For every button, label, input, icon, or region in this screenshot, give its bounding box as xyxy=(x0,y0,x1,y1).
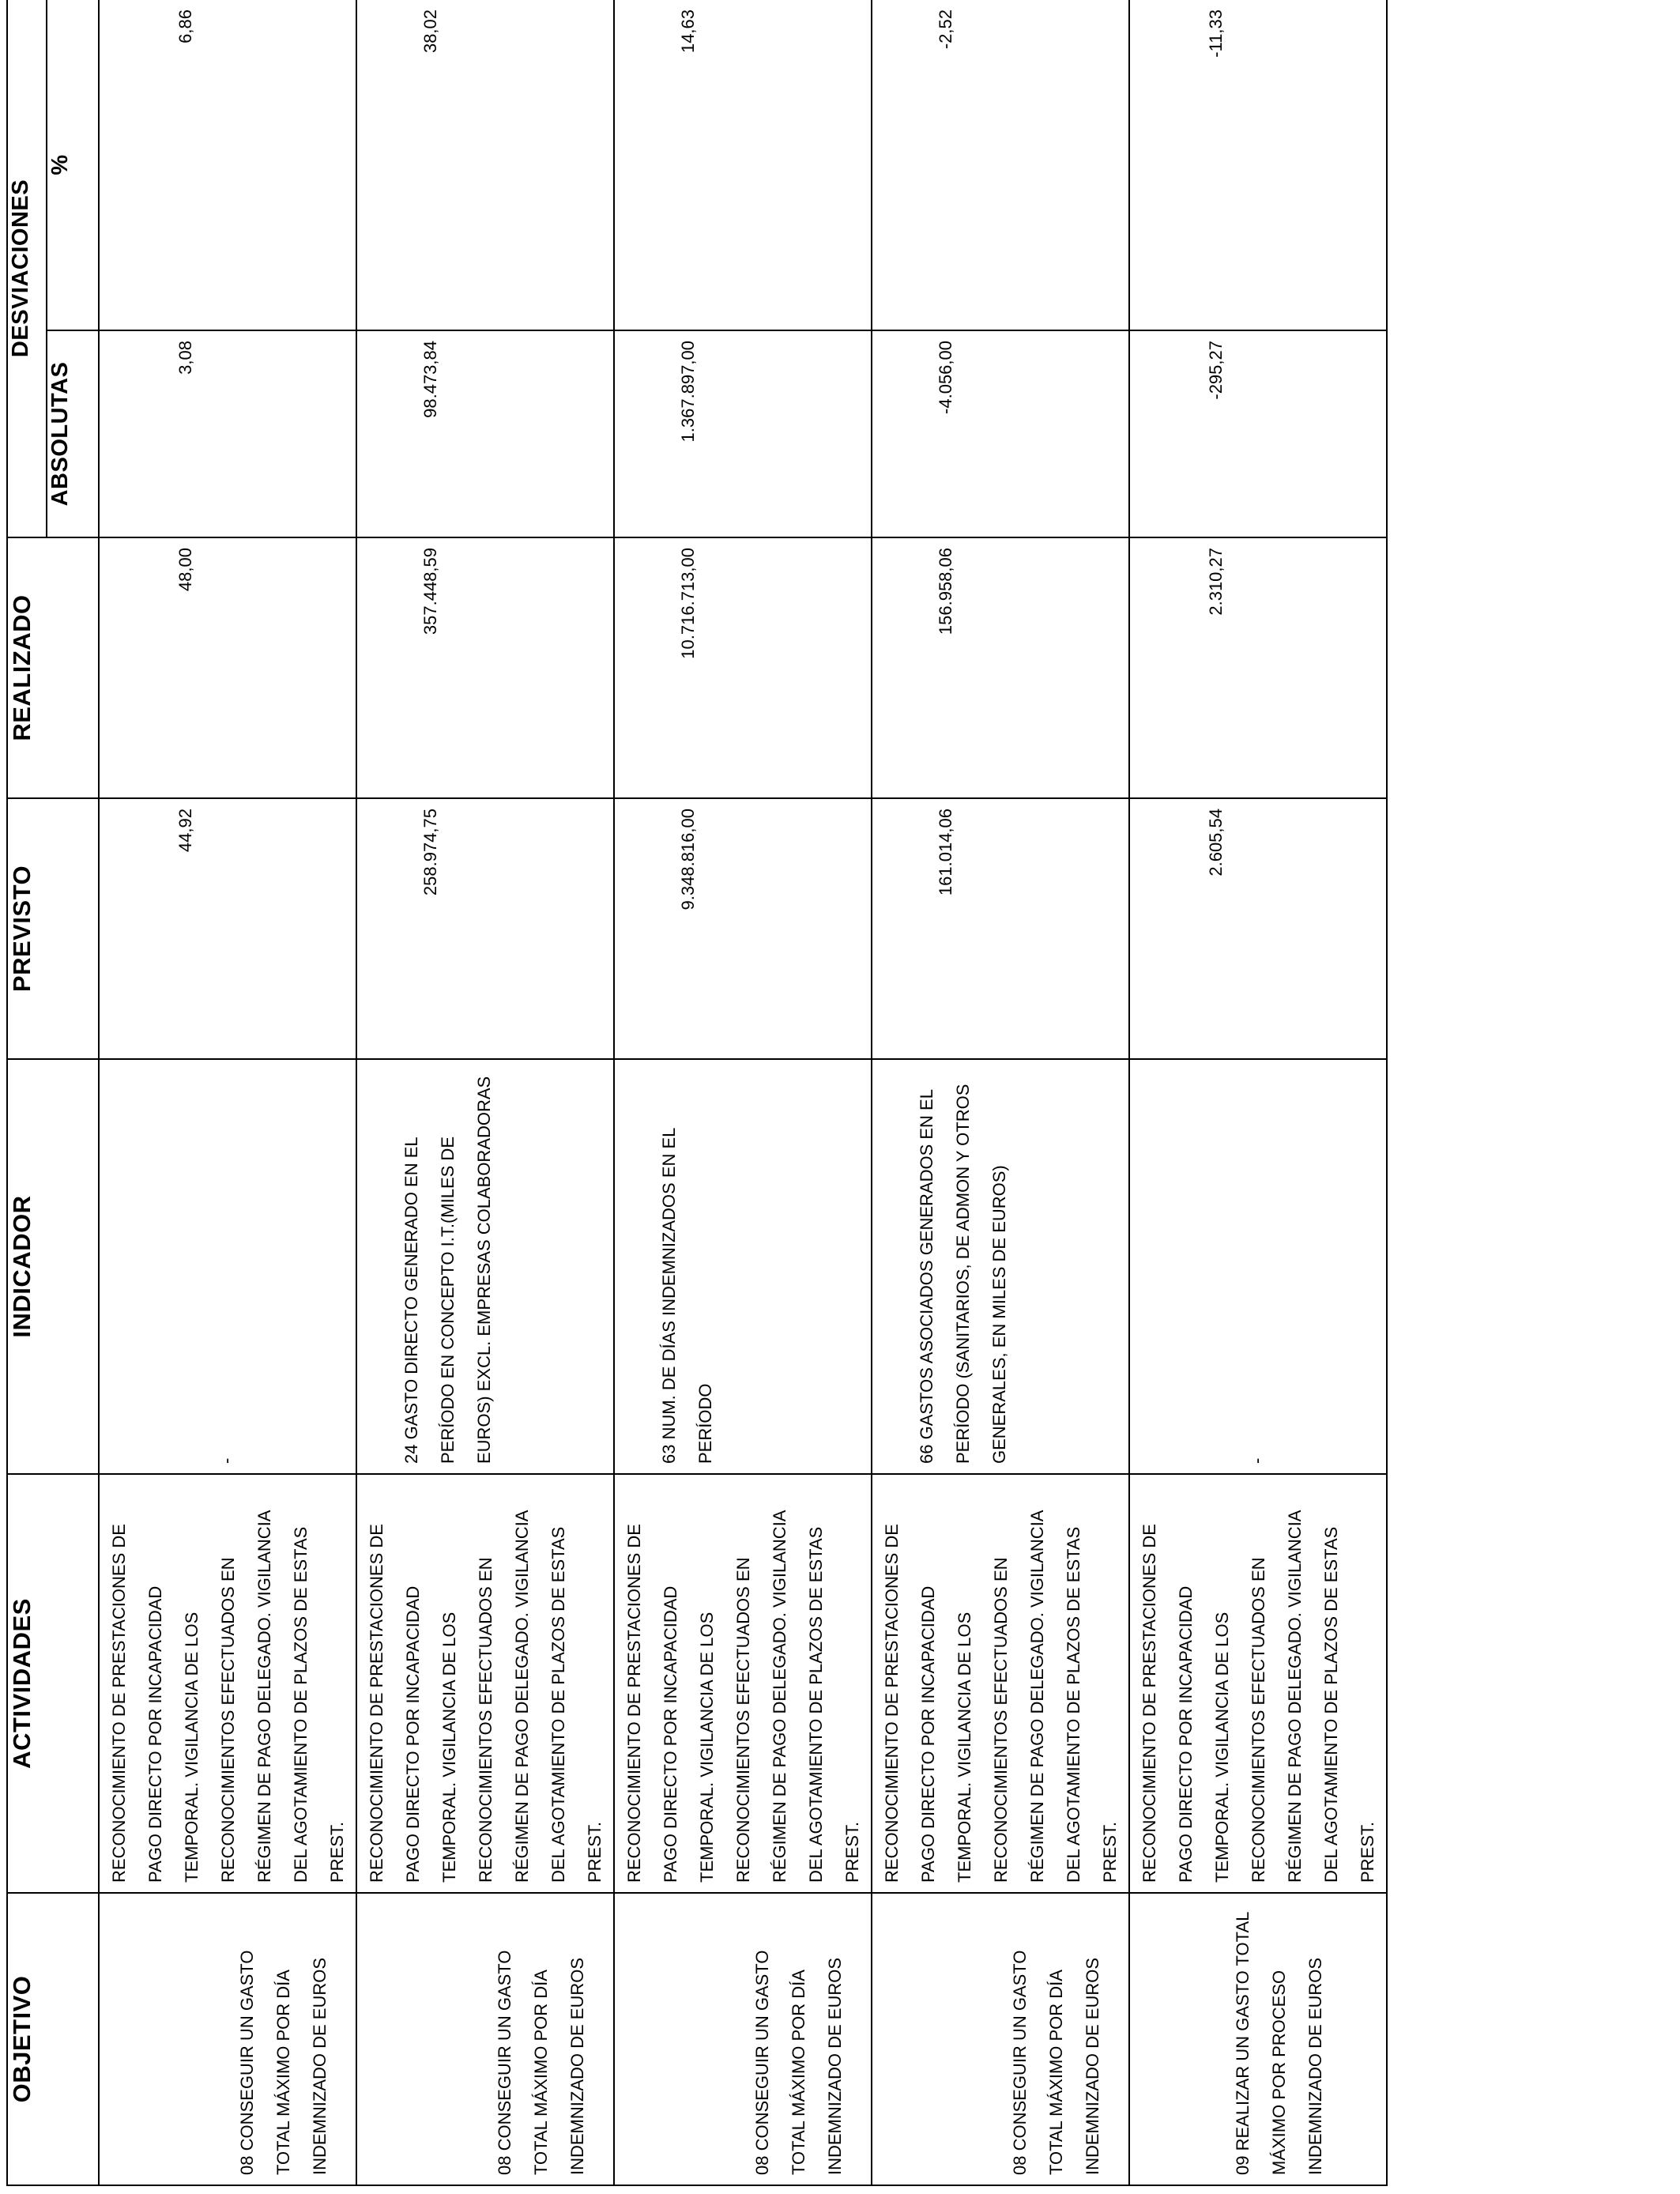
table-row xyxy=(99,0,356,2185)
cell-realizado: 357.448,59 xyxy=(356,537,614,798)
header-desviaciones: DESVIACIONES xyxy=(7,0,47,537)
cell-objetivo: 08 CONSEGUIR UN GASTO TOTAL MÁXIMO POR DÍA INDEMNIZADO DE EUROS xyxy=(356,1893,614,2185)
cell-indicador: 24 GASTO DIRECTO GENERADO EN EL PERÍODO EN CONCEPTO I.T.(MILES DE EUROS) EXCL. EMPRESAS COLABORADORAS xyxy=(356,1059,614,1474)
table-row xyxy=(1129,0,1387,2185)
cell-previsto: 44,92 xyxy=(99,798,356,1059)
header-absolutas: ABSOLUTAS xyxy=(47,330,99,537)
cell-actividades: RECONOCIMIENTO DE PRESTACIONES DE PAGO DIRECTO POR INCAPACIDAD TEMPORAL. VIGILANCIA DE LOS RECONOCIMIENTOS EFECTUADOS EN RÉGIMEN DE PAGO DELEGADO. VIGILANCIA DEL AGOTAMIENTO DE PLAZOS DE ESTAS PREST. xyxy=(356,1474,614,1893)
header-indicador: INDICADOR xyxy=(7,1059,99,1474)
table-row xyxy=(614,0,872,2185)
cell-realizado: 10.716.713,00 xyxy=(614,537,872,798)
cell-objetivo: 08 CONSEGUIR UN GASTO TOTAL MÁXIMO POR DÍA INDEMNIZADO DE EUROS xyxy=(614,1893,872,2185)
header-actividades: ACTIVIDADES xyxy=(7,1474,99,1893)
cell-absolutas: -295,27 xyxy=(1129,330,1387,537)
cell-realizado: 156.958,06 xyxy=(872,537,1129,798)
cell-porcentaje: 14,63 xyxy=(614,0,872,330)
cell-objetivo: 08 CONSEGUIR UN GASTO TOTAL MÁXIMO POR DÍA INDEMNIZADO DE EUROS xyxy=(99,1893,356,2185)
cell-previsto: 258.974,75 xyxy=(356,798,614,1059)
cell-actividades: RECONOCIMIENTO DE PRESTACIONES DE PAGO DIRECTO POR INCAPACIDAD TEMPORAL. VIGILANCIA DE LOS RECONOCIMIENTOS EFECTUADOS EN RÉGIMEN DE PAGO DELEGADO. VIGILANCIA DEL AGOTAMIENTO DE PLAZOS DE ESTAS PREST. xyxy=(872,1474,1129,1893)
cell-porcentaje: 6,86 xyxy=(99,0,356,330)
cell-indicador: 63 NUM. DE DÍAS INDEMNIZADOS EN EL PERÍODO xyxy=(614,1059,872,1474)
cell-indicador: - xyxy=(99,1059,356,1474)
cell-realizado: 2.310,27 xyxy=(1129,537,1387,798)
report-sheet xyxy=(6,0,1377,2186)
cell-absolutas: 3,08 xyxy=(99,330,356,537)
cell-previsto: 161.014,06 xyxy=(872,798,1129,1059)
cell-absolutas: -4.056,00 xyxy=(872,330,1129,537)
header-porcentaje: % xyxy=(47,0,99,330)
header-realizado: REALIZADO xyxy=(7,537,99,798)
table-row xyxy=(872,0,1129,2185)
header-objetivo: OBJETIVO xyxy=(7,1893,99,2185)
cell-actividades: RECONOCIMIENTO DE PRESTACIONES DE PAGO DIRECTO POR INCAPACIDAD TEMPORAL. VIGILANCIA DE LOS RECONOCIMIENTOS EFECTUADOS EN RÉGIMEN DE PAGO DELEGADO. VIGILANCIA DEL AGOTAMIENTO DE PLAZOS DE ESTAS PREST. xyxy=(99,1474,356,1893)
cell-previsto: 9.348.816,00 xyxy=(614,798,872,1059)
cell-actividades: RECONOCIMIENTO DE PRESTACIONES DE PAGO DIRECTO POR INCAPACIDAD TEMPORAL. VIGILANCIA DE LOS RECONOCIMIENTOS EFECTUADOS EN RÉGIMEN DE PAGO DELEGADO. VIGILANCIA DEL AGOTAMIENTO DE PLAZOS DE ESTAS PREST. xyxy=(1129,1474,1387,1893)
report-table xyxy=(6,0,1388,2186)
cell-absolutas: 1.367.897,00 xyxy=(614,330,872,537)
cell-previsto: 2.605,54 xyxy=(1129,798,1387,1059)
cell-indicador: 66 GASTOS ASOCIADOS GENERADOS EN EL PERÍODO (SANITARIOS, DE ADMON Y OTROS GENERALES, EN MILES DE EUROS) xyxy=(872,1059,1129,1474)
table-row xyxy=(356,0,614,2185)
cell-porcentaje: 38,02 xyxy=(356,0,614,330)
cell-actividades: RECONOCIMIENTO DE PRESTACIONES DE PAGO DIRECTO POR INCAPACIDAD TEMPORAL. VIGILANCIA DE LOS RECONOCIMIENTOS EFECTUADOS EN RÉGIMEN DE PAGO DELEGADO. VIGILANCIA DEL AGOTAMIENTO DE PLAZOS DE ESTAS PREST. xyxy=(614,1474,872,1893)
header-previsto: PREVISTO xyxy=(7,798,99,1059)
cell-porcentaje: -2,52 xyxy=(872,0,1129,330)
cell-porcentaje: -11,33 xyxy=(1129,0,1387,330)
cell-absolutas: 98.473,84 xyxy=(356,330,614,537)
cell-objetivo: 09 REALIZAR UN GASTO TOTAL MÁXIMO POR PROCESO INDEMNIZADO DE EUROS xyxy=(1129,1893,1387,2185)
cell-indicador: - xyxy=(1129,1059,1387,1474)
cell-objetivo: 08 CONSEGUIR UN GASTO TOTAL MÁXIMO POR DÍA INDEMNIZADO DE EUROS xyxy=(872,1893,1129,2185)
cell-realizado: 48,00 xyxy=(99,537,356,798)
